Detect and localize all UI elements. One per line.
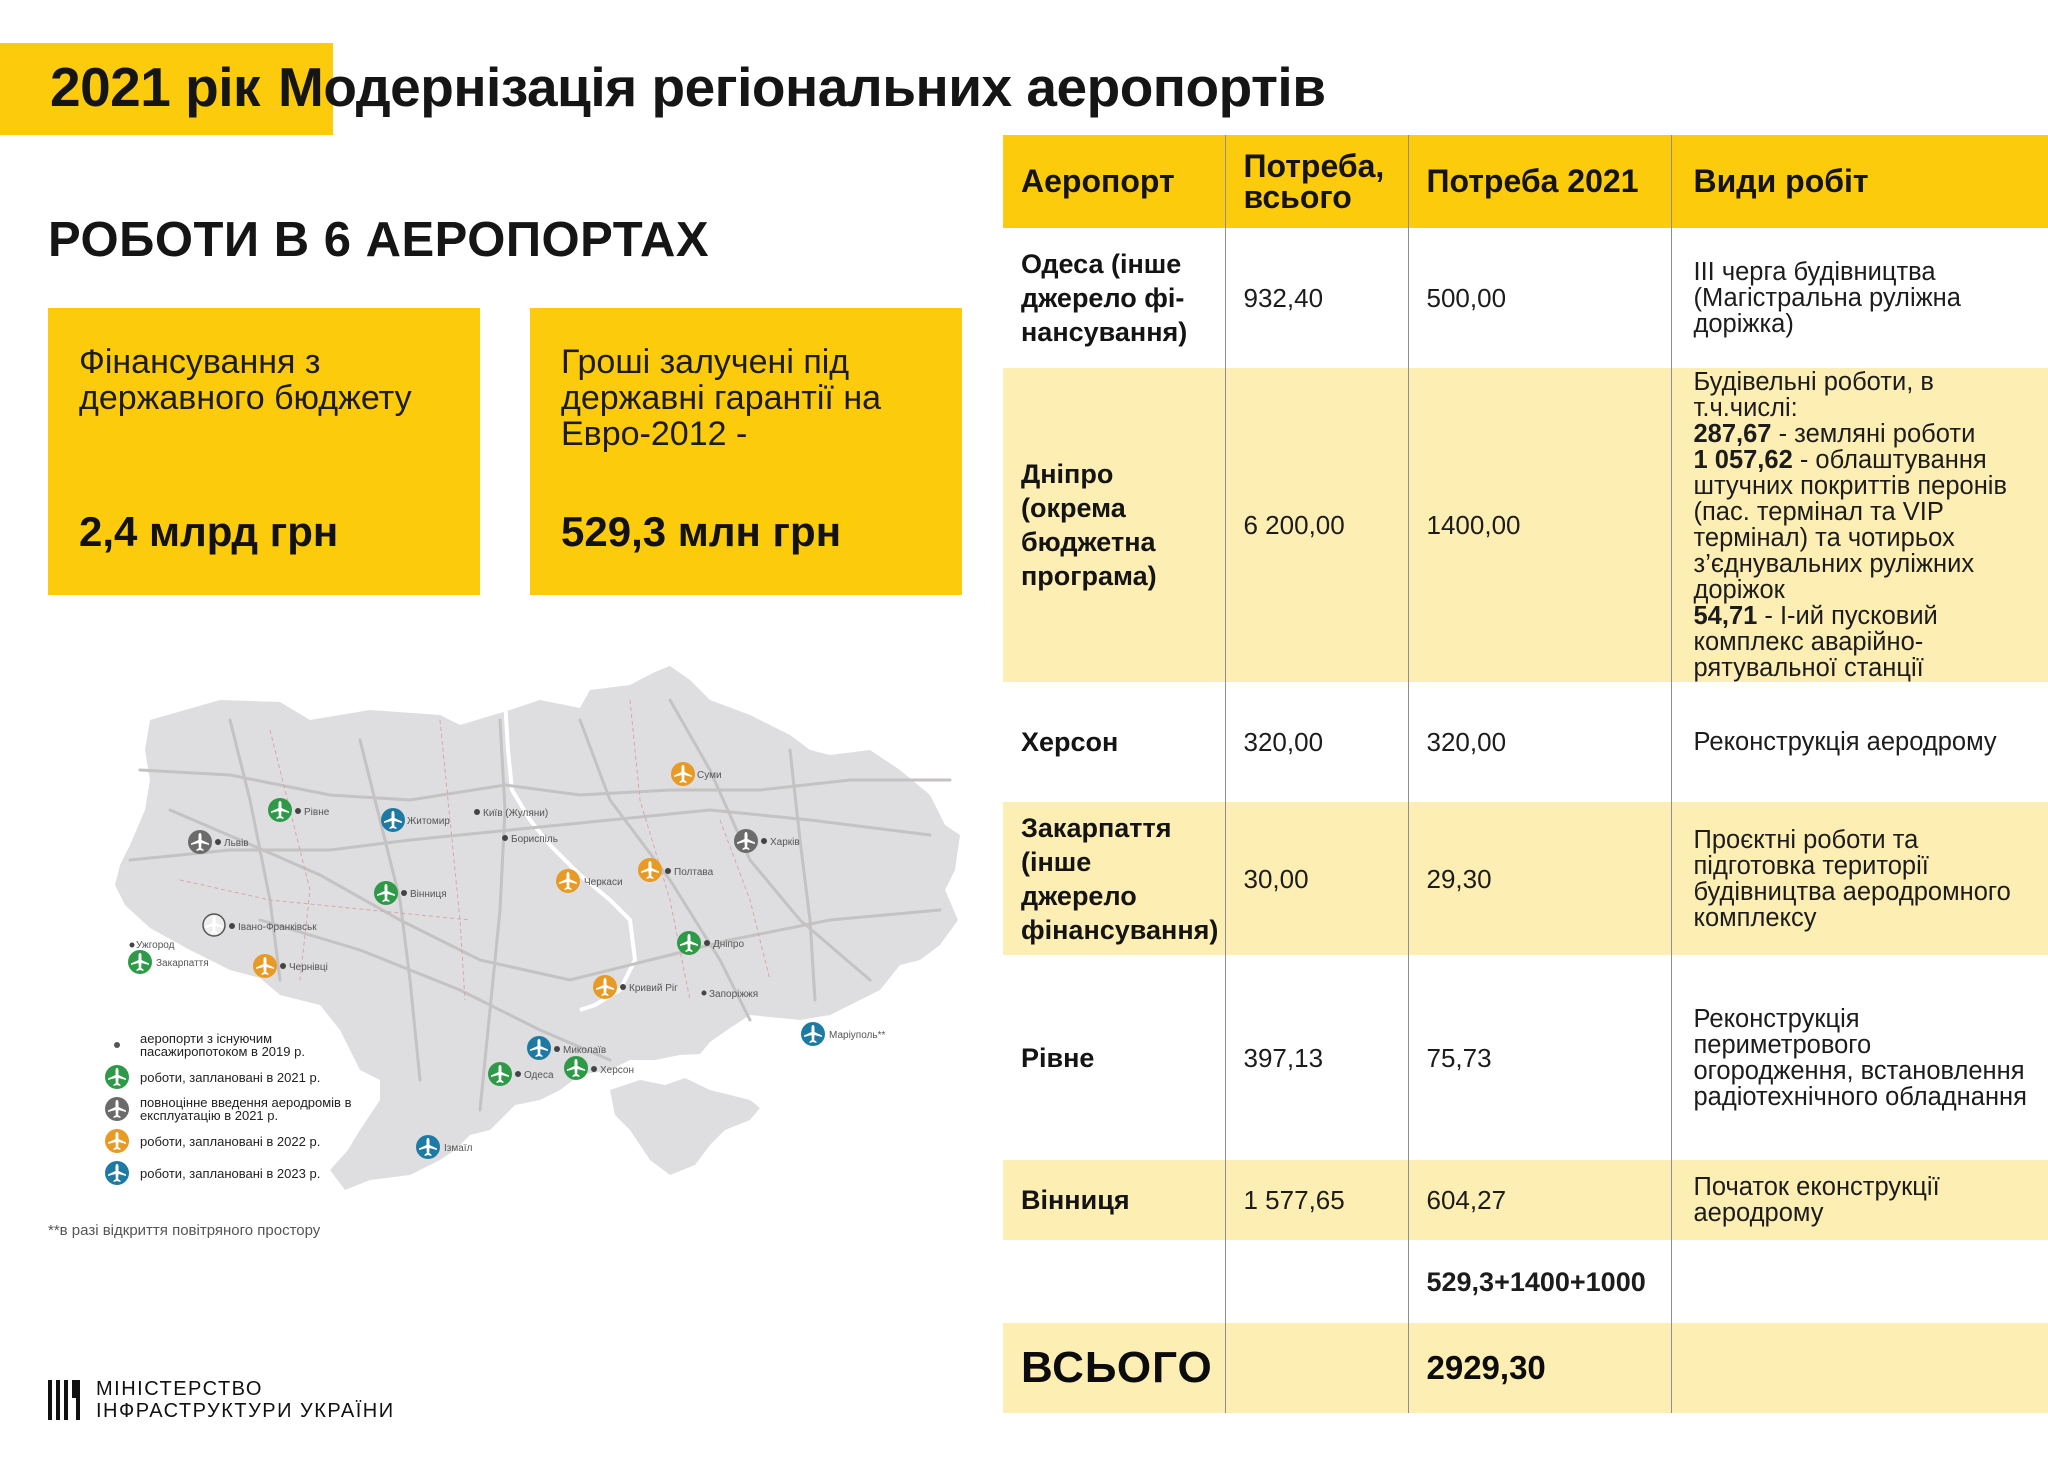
ministry-logo	[48, 1378, 395, 1422]
table-row	[1003, 802, 2048, 955]
cell-airport: Дніпро (окрема бюджетна програма)	[1003, 368, 1225, 682]
svg-text:Житомир: Житомир	[407, 816, 450, 827]
page-title	[50, 55, 1326, 119]
cell-need-total: 320,00	[1225, 682, 1408, 802]
funding-box-state-budget	[48, 308, 480, 595]
cell-need-total: 397,13	[1225, 955, 1408, 1160]
ministry-logo-icon	[48, 1380, 84, 1420]
table-row	[1003, 682, 2048, 802]
plane-green-icon	[104, 1064, 130, 1090]
svg-text:Київ (Жуляни): Київ (Жуляни)	[483, 808, 549, 819]
funding-box-guarantees	[530, 308, 962, 595]
svg-text:Рівне: Рівне	[304, 807, 330, 818]
cell-airport: Одеса (інше джерело фі-нансування)	[1003, 228, 1225, 368]
table-row	[1003, 955, 2048, 1160]
works-amount: 1 057,62	[1693, 446, 1793, 474]
plane-orange-icon	[104, 1128, 130, 1154]
svg-text:Миколаїв: Миколаїв	[563, 1045, 607, 1056]
cell-need-total: 1 577,65	[1225, 1160, 1408, 1240]
plane-gray-icon	[104, 1096, 130, 1122]
airport-marker-uzhhorod	[130, 940, 175, 951]
svg-text:Дніпро: Дніпро	[713, 939, 745, 950]
table-header-row	[1003, 135, 2048, 228]
map-legend	[104, 1032, 360, 1192]
plane-blue-icon	[104, 1160, 130, 1186]
svg-text:Черкаси: Черкаси	[584, 877, 623, 888]
cell-works: Проєктні роботи та підготовка території будівництва аеродромного комплексу	[1671, 802, 2048, 955]
funding-description: Гроші залучені під державні гарантії на Евро-2012 -	[561, 343, 882, 453]
cell-airport: Закарпаття (інше джерело фінансування)	[1003, 802, 1225, 955]
title-year: 2021 рік	[50, 56, 261, 118]
svg-text:Чернівці: Чернівці	[289, 962, 328, 973]
svg-text:Івано-Франківськ: Івано-Франківськ	[238, 922, 317, 933]
cell-need-total: 30,00	[1225, 802, 1408, 955]
cell-need-2021: 1400,00	[1408, 368, 1671, 682]
funding-amount: 529,3 млн грн	[561, 508, 842, 555]
cell-formula: 529,3+1400+1000	[1408, 1240, 1671, 1323]
svg-text:Закарпаття: Закарпаття	[156, 958, 209, 969]
dot-icon	[104, 1032, 130, 1058]
svg-text:Кривий Ріг: Кривий Ріг	[629, 983, 678, 994]
cell-need-total: 6 200,00	[1225, 368, 1408, 682]
cell-airport: Херсон	[1003, 682, 1225, 802]
svg-text:Херсон: Херсон	[600, 1065, 634, 1076]
cell-works: Реконструкція периметрового огородження, встановлення радіотехнічного обладнання	[1671, 955, 2048, 1160]
airport-marker-kyiv-zhuliany	[474, 808, 548, 819]
legend-item-commissioning: повноцінне введення аеродромів в експлуатацію в 2021 р.	[104, 1096, 360, 1122]
legend-item-existing: аеропорти з існуючим пасажиропотоком в 2019 р.	[104, 1032, 360, 1058]
airport-marker-zakarpattia	[128, 950, 209, 974]
cell-need-2021: 29,30	[1408, 802, 1671, 955]
cell-total-label: ВСЬОГО	[1003, 1323, 1225, 1413]
column-header-airport: Аеропорт	[1003, 135, 1225, 228]
svg-text:Харків: Харків	[770, 837, 800, 848]
cell-total-value: 2929,30	[1408, 1323, 1671, 1413]
svg-text:Бориспіль: Бориспіль	[511, 834, 558, 845]
svg-text:Ізмаїл: Ізмаїл	[444, 1143, 473, 1154]
logo-line-2: ІНФРАСТРУКТУРИ УКРАЇНИ	[96, 1400, 395, 1422]
svg-text:Львів: Львів	[224, 838, 249, 849]
footnote: **в разі відкриття повітряного простору	[48, 1222, 321, 1239]
table-row	[1003, 368, 2048, 682]
cell-need-2021: 500,00	[1408, 228, 1671, 368]
logo-line-1: МІНІСТЕРСТВО	[96, 1378, 263, 1400]
works-intro: Будівельні роботи, в т.ч.числі:	[1693, 368, 1934, 422]
funding-description: Фінансування з державного бюджету	[79, 343, 412, 417]
airport-marker-mariupol	[801, 1022, 885, 1046]
column-header-need-2021: Потреба 2021	[1408, 135, 1671, 228]
airports-funding-table	[1003, 135, 2048, 1413]
legend-item-2021: роботи, заплановані в 2021 р.	[104, 1064, 360, 1090]
legend-item-2022: роботи, заплановані в 2022 р.	[104, 1128, 360, 1154]
table-row	[1003, 1160, 2048, 1240]
svg-text:Вінниця: Вінниця	[410, 889, 447, 900]
column-header-need-total: Потреба, всього	[1225, 135, 1408, 228]
works-amount: 54,71	[1693, 602, 1758, 630]
map-crimea	[610, 1078, 760, 1175]
svg-text:Полтава: Полтава	[674, 867, 714, 878]
svg-text:Запоріжжя: Запоріжжя	[709, 989, 759, 1000]
cell-works: III черга будівництва (Магістральна руліжна доріжка)	[1671, 228, 2048, 368]
svg-text:Одеса: Одеса	[524, 1070, 554, 1081]
section-subtitle: РОБОТИ В 6 АЕРОПОРТАХ	[48, 213, 710, 267]
svg-text:Маріуполь**: Маріуполь**	[829, 1030, 886, 1041]
table-total-row	[1003, 1323, 2048, 1413]
airport-marker-boryspil	[502, 834, 558, 845]
funding-amount: 2,4 млрд грн	[79, 508, 339, 555]
cell-works: Будівельні роботи, в т.ч.числі: 287,67 - земляні роботи 1 057,62 - облаштування штучних покриттів перонів (пас. термінал та VIP термінал) та чотирьох з’єднувальних руліжних доріжок 54,71 - І-ий пусковий комплекс аварійно-рятувальної станції	[1671, 368, 2048, 682]
cell-need-2021: 604,27	[1408, 1160, 1671, 1240]
cell-airport: Вінниця	[1003, 1160, 1225, 1240]
column-header-works: Види робіт	[1671, 135, 2048, 228]
table-row	[1003, 228, 2048, 368]
cell-need-2021: 75,73	[1408, 955, 1671, 1160]
cell-works: Початок еконструкції аеродрому	[1671, 1160, 2048, 1240]
svg-text:Суми: Суми	[697, 770, 722, 781]
cell-need-total: 932,40	[1225, 228, 1408, 368]
airport-marker-zaporizhzhia	[702, 989, 759, 1000]
svg-text:Ужгород: Ужгород	[136, 940, 175, 951]
cell-airport: Рівне	[1003, 955, 1225, 1160]
legend-item-2023: роботи, заплановані в 2023 р.	[104, 1160, 360, 1186]
title-text: Модернізація регіональних аеропортів	[278, 56, 1326, 118]
cell-need-2021: 320,00	[1408, 682, 1671, 802]
table-formula-row	[1003, 1240, 2048, 1323]
works-amount: 287,67	[1693, 420, 1772, 448]
cell-works: Реконструкція аеродрому	[1671, 682, 2048, 802]
